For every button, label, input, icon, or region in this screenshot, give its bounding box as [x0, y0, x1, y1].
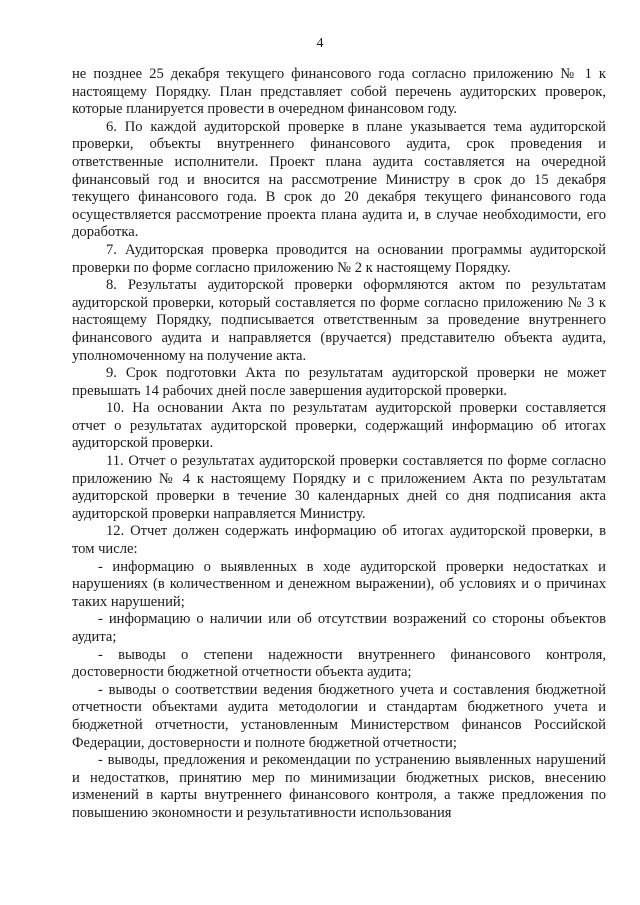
- paragraph-item-8: 8. Результаты аудиторской проверки оформляются актом по результатам аудиторской проверки, который составляется по форме согласно приложению № 3 к настоящему Порядку, подписывается ответственным за проведение внутреннего финансового аудита и направляется (вручается) представителю объекта аудита, уполномоченному на получение акта.: [72, 277, 606, 364]
- paragraph-item-11: 11. Отчет о результатах аудиторской проверки составляется по форме согласно приложению № 4 к настоящему Порядку и с приложением Акта по результатам аудиторской проверки в течение 30 календарных дней со дня подписания акта аудиторской проверки направляется Министру.: [72, 453, 606, 522]
- paragraph-item-6: 6. По каждой аудиторской проверке в плане указывается тема аудиторской проверки, объекты внутреннего финансового аудита, срок проведения и ответственные исполнители. Проект плана аудита составляется на очередной финансовый год и вносится на рассмотрение Министру в срок до 15 декабря текущего финансового года. В срок до 20 декабря текущего финансового года осуществляется рассмотрение проекта плана аудита и, в случае необходимости, его доработка.: [72, 118, 606, 241]
- list-item-recommendations: - выводы, предложения и рекомендации по устранению выявленных нарушений и недостатков, принятию мер по минимизации бюджетных рисков, внесению изменений в карты внутреннего финансового контроля, а также предложения по повышению экономности и результативности использования: [72, 752, 606, 821]
- list-item-reliability: - выводы о степени надежности внутреннего финансового контроля, достоверности бюджетной отчетности объекта аудита;: [72, 646, 606, 681]
- paragraph-item-7: 7. Аудиторская проверка проводится на основании программы аудиторской проверки по форме согласно приложению № 2 к настоящему Порядку.: [72, 241, 606, 276]
- list-item-compliance: - выводы о соответствии ведения бюджетного учета и составления бюджетной отчетности объектами аудита методологии и стандартам бюджетного учета и бюджетной отчетности, установленным Министерством финансов Российской Федерации, достоверности и полноте бюджетной отчетности;: [72, 681, 606, 751]
- paragraph-continuation: не позднее 25 декабря текущего финансового года согласно приложению № 1 к настоящему Порядку. План представляет собой перечень аудиторских проверок, которые планируется провести в очередном финансовом году.: [72, 66, 606, 118]
- list-item-objections: - информацию о наличии или об отсутствии возражений со стороны объектов аудита;: [72, 611, 606, 645]
- paragraph-item-12: 12. Отчет должен содержать информацию об итогах аудиторской проверки, в том числе:: [72, 523, 606, 558]
- list-item-violations: - информацию о выявленных в ходе аудиторской проверки недостатках и нарушениях (в количественном и денежном выражении), об условиях и о причинах таких нарушений;: [72, 558, 606, 610]
- page-number: 4: [316, 36, 324, 51]
- paragraph-item-10: 10. На основании Акта по результатам аудиторской проверки составляется отчет о результатах аудиторской проверки, содержащий информацию об итогах аудиторской проверки.: [72, 400, 606, 452]
- paragraph-item-9: 9. Срок подготовки Акта по результатам аудиторской проверки не может превышать 14 рабочих дней после завершения аудиторской проверки.: [72, 365, 606, 399]
- document-body: [72, 66, 606, 823]
